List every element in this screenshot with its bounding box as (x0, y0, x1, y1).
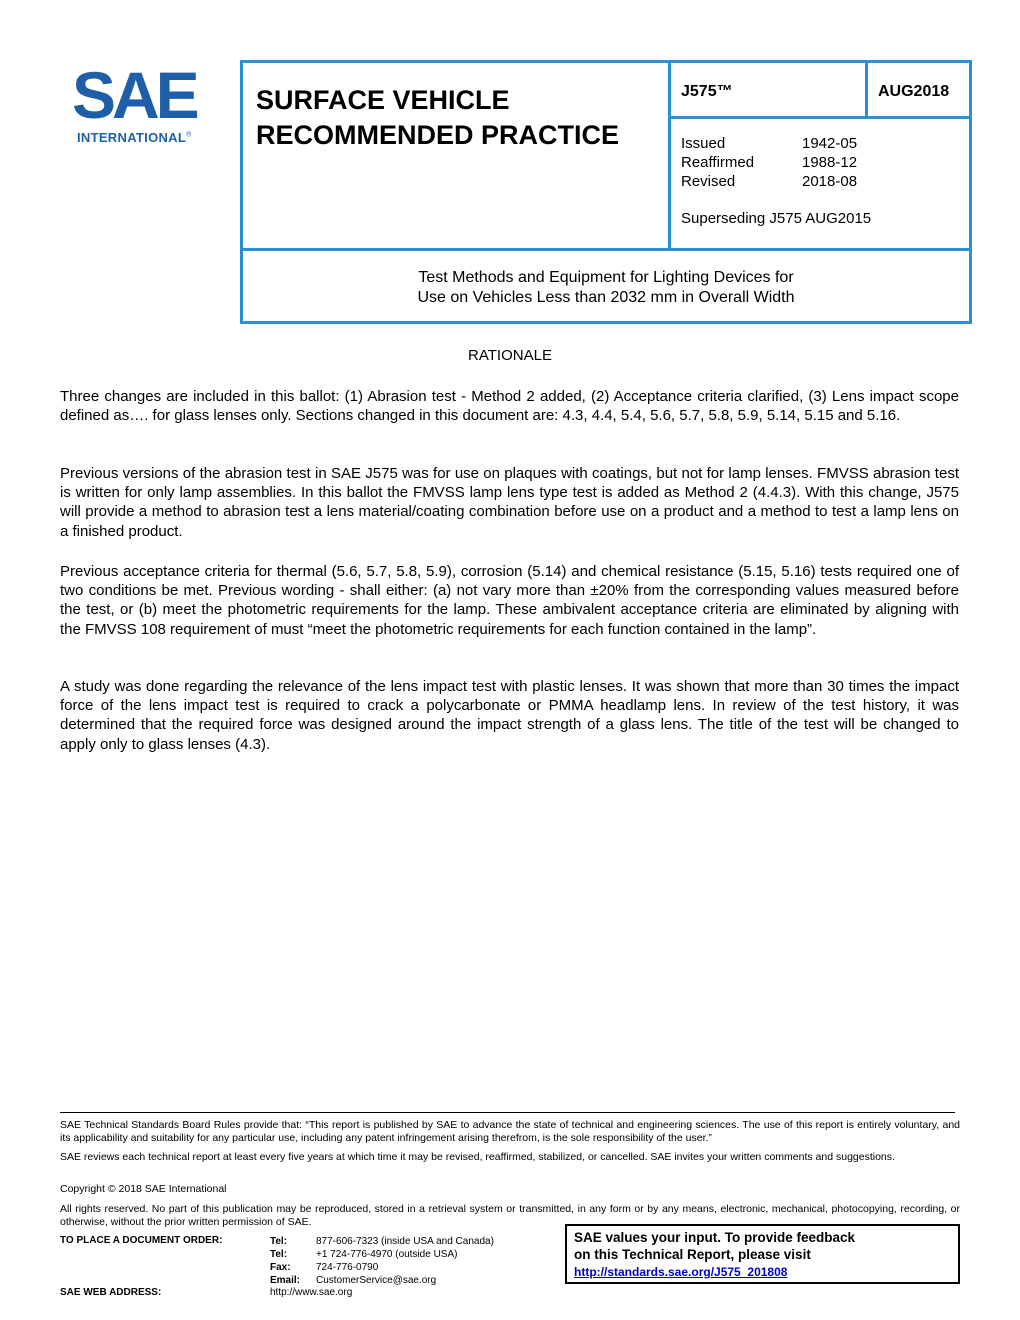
paragraph: Previous versions of the abrasion test in SAE J575 was for use on plaques with coatings, but not for lamp lenses. FMVSS abrasion test is written for only lamp assemblies. In this ballot the FMVSS lamp lens type test is added as Method 2 (4.4.3). With this change, J575 will provide a method to abrasion test a lens material/coating combination before use on a product and a method to test a lamp lens on a finished product. (60, 465, 959, 540)
paragraph: Three changes are included in this ballot: (1) Abrasion test - Method 2 added, (2) Acceptance criteria clarified, (3) Lens impact scope defined as…. for glass lenses only. Sections changed in this document are: 4.3, 4.4, 5.4, 5.6, 5.7, 5.8, 5.9, 5.14, 5.15 and 5.16. (60, 388, 959, 425)
document-header (240, 60, 972, 324)
web-address-link[interactable]: http://www.sae.org (270, 1287, 353, 1298)
revision-history (681, 134, 857, 191)
contact-row: Tel: 877-606-7323 (inside USA and Canada) (270, 1236, 494, 1247)
logo-subtitle: INTERNATIONAL® (77, 130, 192, 145)
document-date: AUG2018 (868, 63, 969, 119)
superseding-note: Superseding J575 AUG2015 (681, 210, 872, 227)
copyright-note: Copyright © 2018 SAE International (60, 1183, 227, 1195)
order-label: TO PLACE A DOCUMENT ORDER: (60, 1235, 223, 1246)
contact-row: Email: CustomerService@sae.org (270, 1275, 437, 1286)
document-type-title: SURFACE VEHICLE RECOMMENDED PRACTICE (256, 85, 620, 150)
footer-divider (60, 1112, 955, 1113)
footer-note: SAE Technical Standards Board Rules provide that: “This report is published by SAE to advance the state of technical and engineering sciences. The use of this report is entirely voluntary, and its applicability and suitability for any particular use, including any patent infringement arising therefrom, is the sole responsibility of the user.” (60, 1119, 960, 1144)
header-info-cell (671, 63, 969, 248)
feedback-box (565, 1224, 960, 1284)
feedback-link[interactable]: http://standards.sae.org/J575_201808 (574, 1265, 788, 1279)
footer-note: All rights reserved. No part of this publication may be reproduced, stored in a retrieval system or transmitted, in any form or by any means, electronic, mechanical, photocopying, recording, or otherwise, without the prior written permission of SAE. (60, 1203, 960, 1228)
feedback-text: on this Technical Report, please visit (574, 1247, 811, 1262)
web-address-label: SAE WEB ADDRESS: (60, 1287, 162, 1298)
header-title-cell (243, 63, 671, 248)
logo-mark: SAE (72, 62, 196, 124)
document-subject: Test Methods and Equipment for Lighting Devices for Use on Vehicles Less than 2032 mm in Overall Width (243, 248, 969, 321)
contact-row: Tel: +1 724-776-4970 (outside USA) (270, 1249, 458, 1260)
contact-list (270, 1235, 494, 1287)
section-heading: RATIONALE (468, 347, 552, 364)
feedback-text: SAE values your input. To provide feedback (574, 1230, 856, 1245)
email-link[interactable]: CustomerService@sae.org (316, 1275, 437, 1286)
history-row: Revised 2018-08 (681, 173, 858, 190)
history-row: Reaffirmed 1988-12 (681, 154, 858, 171)
contact-row: Fax: 724-776-0790 (270, 1262, 379, 1273)
history-row: Issued 1942-05 (681, 135, 858, 152)
footer-note: SAE reviews each technical report at least every five years at which time it may be revised, reaffirmed, stabilized, or cancelled. SAE invites your written comments and suggestions. (60, 1151, 895, 1163)
paragraph: Previous acceptance criteria for thermal (5.6, 5.7, 5.8, 5.9), corrosion (5.14) and chemical resistance (5.15, 5.16) tests required one of two conditions be met. Previous wording - shall either: (a) not vary more than ±20% from the corresponding values measured before the test, or (b) meet the photometric requirements for the lamp. These ambivalent acceptance criteria are eliminated by aligning with the FMVSS 108 requirement of must “meet the photometric requirements for each function contained in the lamp”. (60, 563, 959, 638)
document-number: J575™ (671, 63, 868, 119)
paragraph: A study was done regarding the relevance of the lens impact test with plastic lenses. It was shown that more than 30 times the impact force of the lens impact test is required to crack a polycarbonate or PMMA headlamp lens. In review of the test history, it was determined that the required force was designed around the impact strength of a glass lens. The title of the test will be changed to apply only to glass lenses (4.3). (60, 678, 959, 753)
